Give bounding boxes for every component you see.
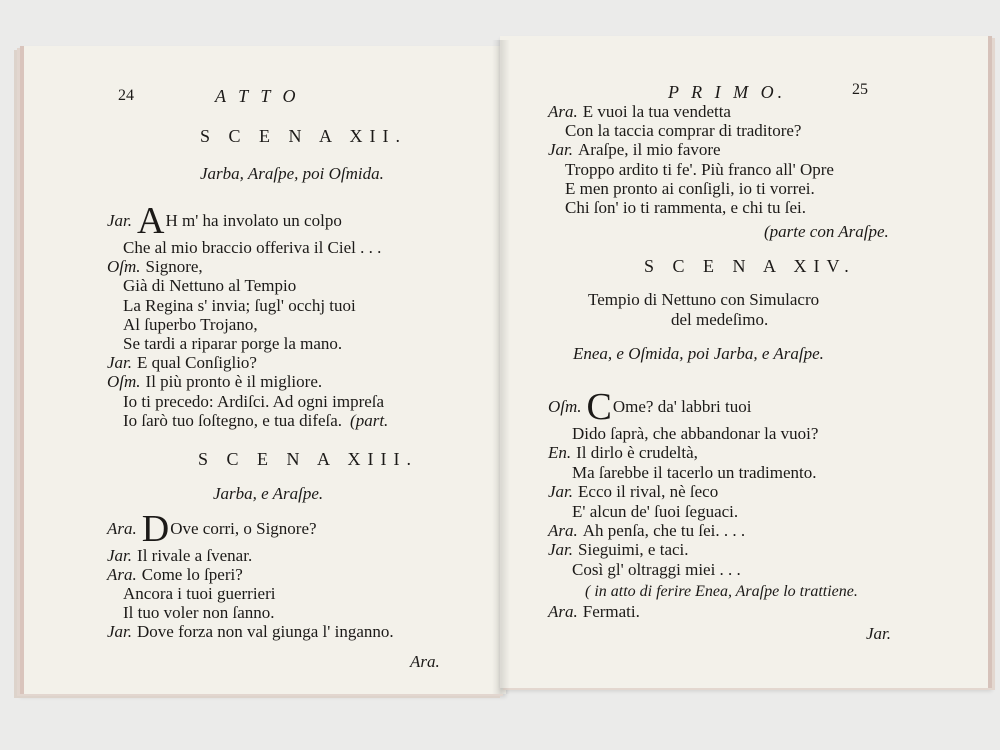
- dialogue-line: [572, 463, 817, 483]
- book-gutter: [492, 40, 510, 694]
- dialogue-line: [123, 296, 356, 316]
- speaker-label: Jar.: [107, 622, 133, 641]
- dialogue-line: [123, 238, 381, 258]
- line-text: Araſpe, il mio favore: [578, 140, 721, 160]
- dialogue-line: [107, 622, 394, 642]
- dialogue-line: [548, 540, 689, 560]
- line-text: Con la taccia comprar di traditore?: [565, 121, 802, 141]
- line-text: Come lo ſperi?: [141, 565, 243, 584]
- line-text: H m' ha involato un colpo: [165, 211, 342, 230]
- line-text: La Regina s' invia; ſugl' occhj tuoi: [123, 295, 356, 315]
- scene-14-setting-2: del medeſimo.: [671, 310, 769, 329]
- line-text: Il tuo voler non ſanno.: [123, 603, 275, 622]
- dialogue-line: [123, 392, 384, 412]
- running-head-left: A T T O: [215, 86, 300, 106]
- speaker-label: Jar.: [548, 540, 574, 560]
- line-text: Al ſuperbo Trojano,: [123, 314, 258, 334]
- dialogue-line: [123, 315, 258, 335]
- stage-direction: ( in atto di ferire Enea, Araſpe lo trattiene.: [585, 583, 858, 600]
- dialogue-line: [107, 508, 317, 550]
- dialogue-line: [123, 603, 275, 623]
- line-text: Già di Nettuno al Tempio: [123, 276, 297, 296]
- speaker-label: Ara.: [548, 102, 578, 121]
- scene-13-title: S C E N A XIII.: [198, 449, 419, 469]
- line-text: Il rivale a ſvenar.: [137, 546, 253, 565]
- line-text: Troppo ardito ti fe'. Più franco all' Opre: [565, 159, 834, 179]
- line-text: E vuoi la tua vendetta: [582, 102, 731, 121]
- speaker-label: Jar.: [107, 211, 133, 230]
- drop-cap: D: [141, 508, 170, 550]
- scene-12-cast: Jarba, Araſpe, poi Oſmida.: [200, 164, 384, 183]
- dialogue-line: [107, 546, 252, 566]
- dialogue-line: [107, 200, 342, 242]
- line-text: Così gl' oltraggi miei . . .: [572, 559, 741, 579]
- speaker-label: Jar.: [107, 546, 133, 565]
- scene-12-title: S C E N A XII.: [200, 126, 408, 146]
- line-text: E qual Conſiglio?: [137, 353, 257, 373]
- speaker-label: Oſm.: [107, 257, 141, 277]
- dialogue-line: [548, 443, 698, 463]
- dialogue-line: [572, 424, 818, 444]
- dialogue-line: [107, 353, 257, 373]
- line-text: Io ſarò tuo ſoſtegno, e tua difeſa.: [123, 410, 343, 430]
- page-number-left: 24: [118, 87, 134, 104]
- dialogue-line: [565, 160, 834, 180]
- catchword-left: Ara.: [410, 652, 440, 671]
- dialogue-line: [548, 482, 718, 502]
- dialogue-line: [548, 102, 731, 122]
- line-text: Che al mio braccio offeriva il Ciel . . .: [123, 238, 382, 257]
- speaker-label: Jar.: [548, 140, 574, 160]
- dialogue-line: [572, 502, 738, 522]
- line-text: Ecco il rival, nè ſeco: [578, 482, 719, 502]
- line-text: Ancora i tuoi guerrieri: [123, 584, 276, 603]
- line-text: Il più pronto è il migliore.: [145, 372, 323, 392]
- scene-14-title: S C E N A XIV.: [644, 256, 856, 276]
- catchword-right: Jar.: [866, 624, 892, 643]
- speaker-label: En.: [548, 443, 572, 463]
- line-text: Dove forza non val giunga l' inganno.: [137, 622, 394, 641]
- dialogue-line: [123, 411, 388, 431]
- dialogue-line: [572, 560, 741, 580]
- running-head-right: P R I M O.: [668, 82, 787, 102]
- dialogue-line: [565, 198, 806, 218]
- stage-exit: (parte con Araſpe.: [764, 222, 889, 241]
- page-number-right: 25: [852, 81, 868, 98]
- line-text: Se tardi a riparar porge la mano.: [123, 334, 343, 353]
- line-text: Ove corri, o Signore?: [170, 519, 317, 538]
- line-text: Ma ſarebbe il tacerlo un tradimento.: [572, 462, 817, 482]
- dialogue-line: [123, 334, 342, 354]
- dialogue-line: [565, 179, 815, 199]
- dialogue-line: [548, 602, 640, 622]
- dialogue-line: [107, 565, 243, 585]
- dialogue-line: [123, 276, 296, 296]
- dialogue-line: [565, 121, 801, 141]
- drop-cap: C: [586, 386, 612, 428]
- line-text: Chi ſon' io ti rammenta, e chi tu ſei.: [565, 198, 807, 217]
- line-text: Fermati.: [582, 602, 640, 621]
- stage-direction: (part.: [350, 410, 389, 430]
- speaker-label: Oſm.: [548, 397, 582, 416]
- dialogue-line: [123, 584, 275, 604]
- scene-14-setting: Tempio di Nettuno con Simulacro: [588, 290, 820, 309]
- scene-14-cast: Enea, e Oſmida, poi Jarba, e Araſpe.: [573, 344, 824, 363]
- dialogue-line: [107, 257, 203, 277]
- dialogue-line: [548, 386, 752, 428]
- line-text: E men pronto ai conſigli, io ti vorrei.: [565, 178, 815, 198]
- dialogue-line: [548, 521, 745, 541]
- speaker-label: Ara.: [107, 565, 137, 584]
- speaker-label: Jar.: [107, 353, 133, 373]
- line-text: Dido ſaprà, che abbandonar la vuoi?: [572, 424, 819, 443]
- speaker-label: Ara.: [548, 602, 578, 621]
- speaker-label: Oſm.: [107, 372, 141, 392]
- speaker-label: Ara.: [107, 519, 137, 538]
- line-text: Ah penſa, che tu ſei. . . .: [582, 521, 746, 540]
- dialogue-line: [548, 140, 721, 160]
- line-text: Ome? da' labbri tuoi: [612, 397, 752, 416]
- speaker-label: Jar.: [548, 482, 574, 502]
- scene-13-cast: Jarba, e Araſpe.: [213, 484, 324, 503]
- line-text: Io ti precedo: Ardiſci. Ad ogni impreſa: [123, 391, 385, 411]
- line-text: Il dirlo è crudeltà,: [576, 443, 698, 463]
- dialogue-line: [107, 372, 322, 392]
- speaker-label: Ara.: [548, 521, 578, 540]
- line-text: Signore,: [145, 257, 203, 277]
- line-text: E' alcun de' ſuoi ſeguaci.: [572, 501, 739, 521]
- drop-cap: A: [137, 200, 165, 242]
- line-text: Sieguimi, e taci.: [578, 540, 689, 560]
